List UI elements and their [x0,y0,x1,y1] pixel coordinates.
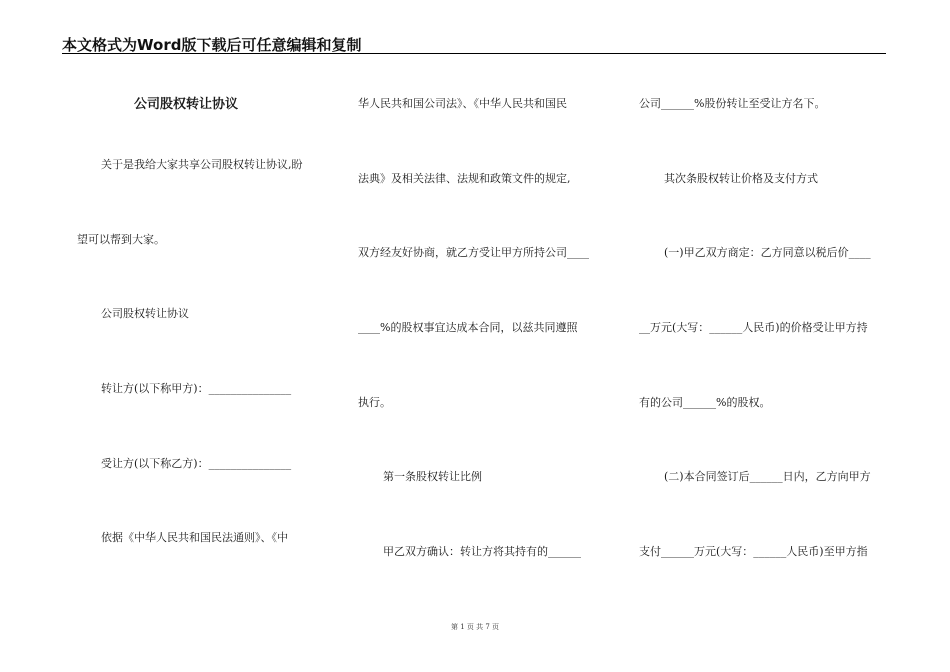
paragraph-line: 其次条股权转让价格及支付方式 [664,172,818,185]
paragraph-line: 支付______万元(大写：______人民币)至甲方指 [639,545,868,558]
paragraph-line: 华人民共和国公司法》、《中华人民共和国民 [358,97,567,110]
paragraph-line: 第一条股权转让比例 [383,470,482,483]
paragraph-line: __万元(大写：______人民币)的价格受让甲方持 [639,321,868,334]
paragraph-line: 甲乙双方确认：转让方将其持有的______ [383,545,581,558]
paragraph-line: 公司______%股份转让至受让方名下。 [639,97,826,110]
document-title: 公司股权转让协议 [134,97,239,112]
paragraph-line: 望可以帮到大家。 [77,233,165,246]
paragraph-line: 公司股权转让协议 [101,307,189,320]
paragraph-line: 执行。 [358,396,391,409]
paragraph-line: ____%的股权事宜达成本合同，以兹共同遵照 [358,321,578,334]
paragraph-line: 受让方(以下称乙方)：_______________ [101,457,292,470]
header-rule [62,53,886,54]
paragraph-line: 关于是我给大家共享公司股权转让协议,盼 [101,158,303,171]
paragraph-line: 法典》及相关法律、法规和政策文件的规定, [358,172,571,185]
paragraph-line: 双方经友好协商，就乙方受让甲方所持公司____ [358,246,589,259]
page-indicator: 第 1 页 共 7 页 [450,623,500,631]
paragraph-line: 有的公司______%的股权。 [639,396,771,409]
paragraph-line: 转让方(以下称甲方)：_______________ [101,382,292,395]
paragraph-line: (二)本合同签订后______日内，乙方向甲方 [664,470,871,483]
paragraph-line: (一)甲乙双方商定：乙方同意以税后价____ [664,246,871,259]
paragraph-line: 依据《中华人民共和国民法通则》、《中 [101,531,288,544]
header-title: 本文格式为Word版下载后可任意编辑和复制 [62,36,362,54]
